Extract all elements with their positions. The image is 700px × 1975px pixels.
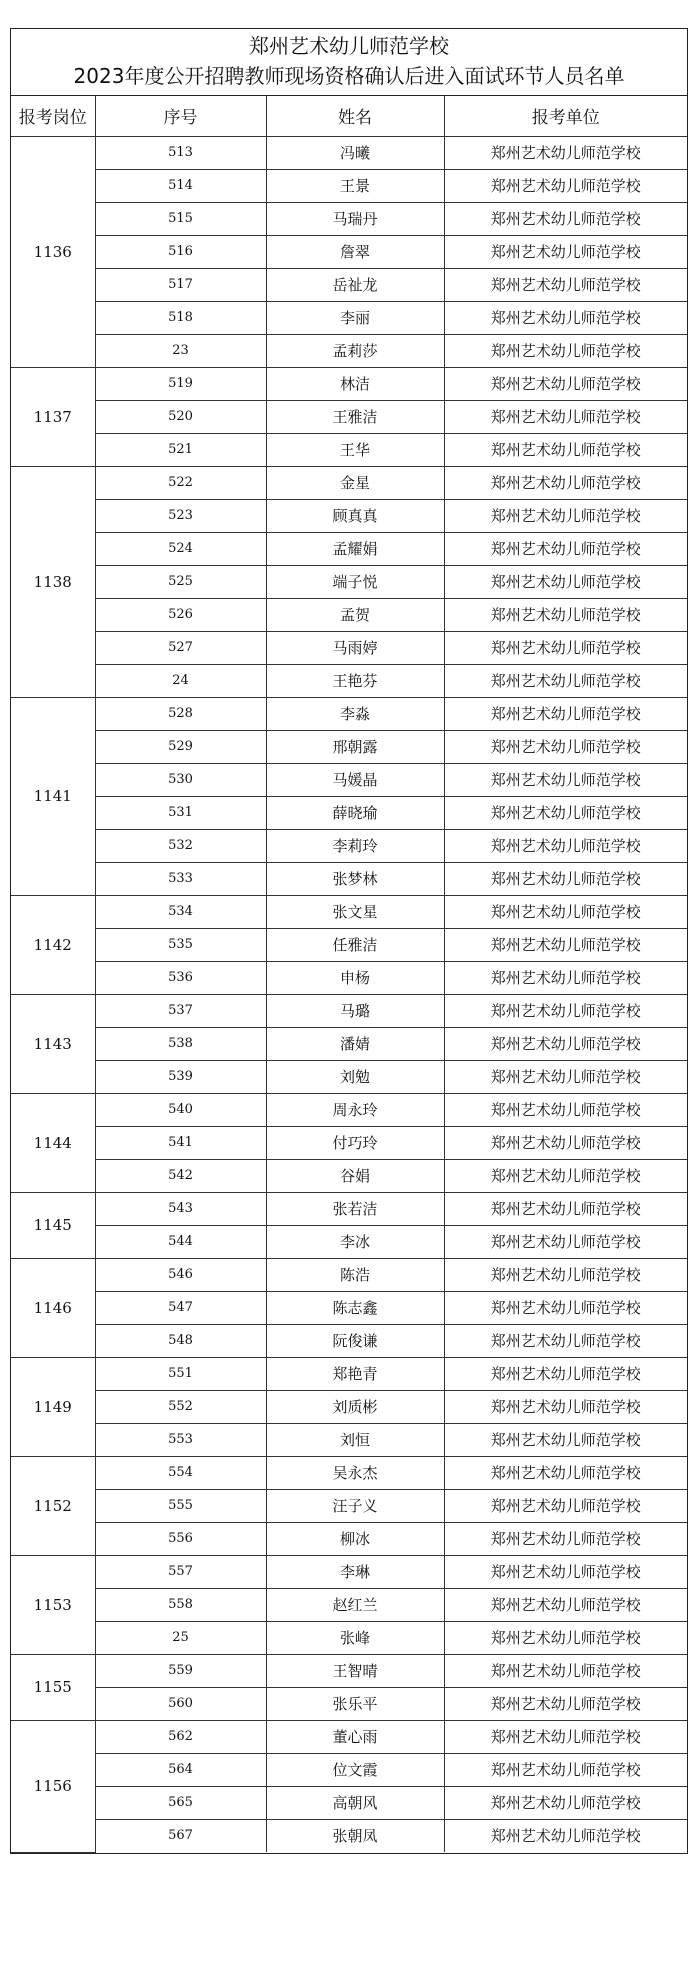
table-row	[11, 1291, 687, 1324]
number-cell: 524	[95, 532, 266, 565]
table-row	[11, 532, 687, 565]
unit-cell: 郑州艺术幼儿师范学校	[444, 1357, 687, 1390]
table-row	[11, 994, 687, 1027]
name-cell: 刘质彬	[266, 1390, 444, 1423]
table-row	[11, 1555, 687, 1588]
number-cell: 528	[95, 697, 266, 730]
number-cell: 513	[95, 136, 266, 169]
unit-cell: 郑州艺术幼儿师范学校	[444, 136, 687, 169]
table-row	[11, 1819, 687, 1852]
table-header-row	[11, 96, 687, 136]
position-cell: 1137	[11, 367, 95, 466]
title-heading: 2023年度公开招聘教师现场资格确认后进入面试环节人员名单	[73, 64, 625, 88]
number-cell: 547	[95, 1291, 266, 1324]
unit-cell: 郑州艺术幼儿师范学校	[444, 598, 687, 631]
table-row	[11, 499, 687, 532]
name-cell: 张乐平	[266, 1687, 444, 1720]
number-cell: 564	[95, 1753, 266, 1786]
name-cell: 孟莉莎	[266, 334, 444, 367]
table-row	[11, 1159, 687, 1192]
number-cell: 557	[95, 1555, 266, 1588]
name-cell: 王景	[266, 169, 444, 202]
unit-cell: 郑州艺术幼儿师范学校	[444, 1588, 687, 1621]
unit-cell: 郑州艺术幼儿师范学校	[444, 1786, 687, 1819]
unit-cell: 郑州艺术幼儿师范学校	[444, 664, 687, 697]
table-row	[11, 136, 687, 169]
unit-cell: 郑州艺术幼儿师范学校	[444, 400, 687, 433]
unit-cell: 郑州艺术幼儿师范学校	[444, 1456, 687, 1489]
header-unit: 报考单位	[444, 96, 687, 136]
number-cell: 551	[95, 1357, 266, 1390]
position-cell: 1156	[11, 1720, 95, 1852]
table-row	[11, 433, 687, 466]
number-cell: 516	[95, 235, 266, 268]
title-school: 郑州艺术幼儿师范学校	[249, 34, 449, 58]
table-row	[11, 1258, 687, 1291]
unit-cell: 郑州艺术幼儿师范学校	[444, 1654, 687, 1687]
table-row	[11, 928, 687, 961]
number-cell: 537	[95, 994, 266, 1027]
name-cell: 高朝风	[266, 1786, 444, 1819]
table-row	[11, 1225, 687, 1258]
number-cell: 546	[95, 1258, 266, 1291]
name-cell: 马媛晶	[266, 763, 444, 796]
number-cell: 536	[95, 961, 266, 994]
position-cell: 1146	[11, 1258, 95, 1357]
name-cell: 董心雨	[266, 1720, 444, 1753]
name-cell: 李莉玲	[266, 829, 444, 862]
name-cell: 马雨婷	[266, 631, 444, 664]
name-cell: 李琳	[266, 1555, 444, 1588]
number-cell: 23	[95, 334, 266, 367]
table-row	[11, 169, 687, 202]
name-cell: 张梦林	[266, 862, 444, 895]
unit-cell: 郑州艺术幼儿师范学校	[444, 565, 687, 598]
unit-cell: 郑州艺术幼儿师范学校	[444, 829, 687, 862]
unit-cell: 郑州艺术幼儿师范学校	[444, 334, 687, 367]
unit-cell: 郑州艺术幼儿师范学校	[444, 1621, 687, 1654]
number-cell: 562	[95, 1720, 266, 1753]
number-cell: 529	[95, 730, 266, 763]
unit-cell: 郑州艺术幼儿师范学校	[444, 1093, 687, 1126]
table-row	[11, 1489, 687, 1522]
name-cell: 李丽	[266, 301, 444, 334]
unit-cell: 郑州艺术幼儿师范学校	[444, 466, 687, 499]
number-cell: 521	[95, 433, 266, 466]
number-cell: 522	[95, 466, 266, 499]
unit-cell: 郑州艺术幼儿师范学校	[444, 433, 687, 466]
table-row	[11, 565, 687, 598]
number-cell: 555	[95, 1489, 266, 1522]
table-row	[11, 631, 687, 664]
unit-cell: 郑州艺术幼儿师范学校	[444, 1720, 687, 1753]
name-cell: 潘婧	[266, 1027, 444, 1060]
header-name: 姓名	[266, 96, 444, 136]
table-body	[11, 136, 687, 1852]
table-row	[11, 1588, 687, 1621]
name-cell: 王艳芬	[266, 664, 444, 697]
name-cell: 谷娟	[266, 1159, 444, 1192]
number-cell: 538	[95, 1027, 266, 1060]
name-cell: 周永玲	[266, 1093, 444, 1126]
unit-cell: 郑州艺术幼儿师范学校	[444, 1555, 687, 1588]
number-cell: 519	[95, 367, 266, 400]
name-cell: 阮俊谦	[266, 1324, 444, 1357]
name-cell: 岳祉龙	[266, 268, 444, 301]
table-row	[11, 961, 687, 994]
table-row	[11, 895, 687, 928]
unit-cell: 郑州艺术幼儿师范学校	[444, 1192, 687, 1225]
table-row	[11, 697, 687, 730]
unit-cell: 郑州艺术幼儿师范学校	[444, 1291, 687, 1324]
table-row	[11, 1324, 687, 1357]
name-cell: 孟贺	[266, 598, 444, 631]
name-cell: 詹翠	[266, 235, 444, 268]
unit-cell: 郑州艺术幼儿师范学校	[444, 268, 687, 301]
table-row	[11, 235, 687, 268]
unit-cell: 郑州艺术幼儿师范学校	[444, 1753, 687, 1786]
name-cell: 林洁	[266, 367, 444, 400]
number-cell: 515	[95, 202, 266, 235]
unit-cell: 郑州艺术幼儿师范学校	[444, 1027, 687, 1060]
number-cell: 520	[95, 400, 266, 433]
table-row	[11, 1621, 687, 1654]
name-cell: 端子悦	[266, 565, 444, 598]
name-cell: 孟耀娟	[266, 532, 444, 565]
table-row	[11, 1522, 687, 1555]
table-row	[11, 1390, 687, 1423]
number-cell: 526	[95, 598, 266, 631]
number-cell: 543	[95, 1192, 266, 1225]
name-cell: 张若洁	[266, 1192, 444, 1225]
unit-cell: 郑州艺术幼儿师范学校	[444, 961, 687, 994]
position-cell: 1144	[11, 1093, 95, 1192]
name-cell: 陈志鑫	[266, 1291, 444, 1324]
unit-cell: 郑州艺术幼儿师范学校	[444, 1390, 687, 1423]
table-row	[11, 763, 687, 796]
name-cell: 位文霞	[266, 1753, 444, 1786]
table-row	[11, 1357, 687, 1390]
number-cell: 542	[95, 1159, 266, 1192]
name-cell: 冯曦	[266, 136, 444, 169]
number-cell: 558	[95, 1588, 266, 1621]
table-row	[11, 1423, 687, 1456]
unit-cell: 郑州艺术幼儿师范学校	[444, 1522, 687, 1555]
unit-cell: 郑州艺术幼儿师范学校	[444, 796, 687, 829]
unit-cell: 郑州艺术幼儿师范学校	[444, 1423, 687, 1456]
number-cell: 565	[95, 1786, 266, 1819]
number-cell: 533	[95, 862, 266, 895]
position-cell: 1145	[11, 1192, 95, 1258]
unit-cell: 郑州艺术幼儿师范学校	[444, 730, 687, 763]
unit-cell: 郑州艺术幼儿师范学校	[444, 631, 687, 664]
unit-cell: 郑州艺术幼儿师范学校	[444, 1225, 687, 1258]
table-row	[11, 301, 687, 334]
number-cell: 527	[95, 631, 266, 664]
number-cell: 523	[95, 499, 266, 532]
table-row	[11, 1786, 687, 1819]
table-row	[11, 367, 687, 400]
table-row	[11, 268, 687, 301]
number-cell: 559	[95, 1654, 266, 1687]
unit-cell: 郑州艺术幼儿师范学校	[444, 1159, 687, 1192]
name-cell: 马璐	[266, 994, 444, 1027]
name-cell: 王智晴	[266, 1654, 444, 1687]
number-cell: 544	[95, 1225, 266, 1258]
name-cell: 汪子义	[266, 1489, 444, 1522]
name-cell: 柳冰	[266, 1522, 444, 1555]
table-row	[11, 1093, 687, 1126]
name-cell: 李冰	[266, 1225, 444, 1258]
unit-cell: 郑州艺术幼儿师范学校	[444, 1060, 687, 1093]
number-cell: 535	[95, 928, 266, 961]
position-cell: 1136	[11, 136, 95, 367]
unit-cell: 郑州艺术幼儿师范学校	[444, 1489, 687, 1522]
name-cell: 李淼	[266, 697, 444, 730]
position-cell: 1152	[11, 1456, 95, 1555]
document	[10, 28, 688, 1854]
name-cell: 王雅洁	[266, 400, 444, 433]
number-cell: 540	[95, 1093, 266, 1126]
table-row	[11, 466, 687, 499]
number-cell: 541	[95, 1126, 266, 1159]
name-cell: 申杨	[266, 961, 444, 994]
table-row	[11, 829, 687, 862]
unit-cell: 郑州艺术幼儿师范学校	[444, 697, 687, 730]
unit-cell: 郑州艺术幼儿师范学校	[444, 928, 687, 961]
name-cell: 刘勉	[266, 1060, 444, 1093]
name-cell: 金星	[266, 466, 444, 499]
name-cell: 顾真真	[266, 499, 444, 532]
number-cell: 518	[95, 301, 266, 334]
name-cell: 张峰	[266, 1621, 444, 1654]
unit-cell: 郑州艺术幼儿师范学校	[444, 1126, 687, 1159]
header-number: 序号	[95, 96, 266, 136]
number-cell: 539	[95, 1060, 266, 1093]
table-row	[11, 1060, 687, 1093]
unit-cell: 郑州艺术幼儿师范学校	[444, 202, 687, 235]
number-cell: 560	[95, 1687, 266, 1720]
number-cell: 554	[95, 1456, 266, 1489]
number-cell: 517	[95, 268, 266, 301]
name-cell: 吴永杰	[266, 1456, 444, 1489]
table-row	[11, 1720, 687, 1753]
name-cell: 郑艳青	[266, 1357, 444, 1390]
name-cell: 刘恒	[266, 1423, 444, 1456]
number-cell: 553	[95, 1423, 266, 1456]
unit-cell: 郑州艺术幼儿师范学校	[444, 1324, 687, 1357]
position-cell: 1149	[11, 1357, 95, 1456]
position-cell: 1153	[11, 1555, 95, 1654]
number-cell: 532	[95, 829, 266, 862]
position-cell: 1138	[11, 466, 95, 697]
table-row	[11, 1126, 687, 1159]
table-row	[11, 334, 687, 367]
number-cell: 556	[95, 1522, 266, 1555]
unit-cell: 郑州艺术幼儿师范学校	[444, 1687, 687, 1720]
table-row	[11, 730, 687, 763]
unit-cell: 郑州艺术幼儿师范学校	[444, 763, 687, 796]
table-row	[11, 202, 687, 235]
document-title	[11, 29, 687, 96]
position-cell: 1141	[11, 697, 95, 895]
unit-cell: 郑州艺术幼儿师范学校	[444, 367, 687, 400]
name-cell: 马瑞丹	[266, 202, 444, 235]
position-cell: 1143	[11, 994, 95, 1093]
table-row	[11, 1654, 687, 1687]
table-row	[11, 862, 687, 895]
table-row	[11, 1753, 687, 1786]
table-row	[11, 1456, 687, 1489]
unit-cell: 郑州艺术幼儿师范学校	[444, 1258, 687, 1291]
table-row	[11, 1192, 687, 1225]
number-cell: 525	[95, 565, 266, 598]
unit-cell: 郑州艺术幼儿师范学校	[444, 499, 687, 532]
number-cell: 24	[95, 664, 266, 697]
unit-cell: 郑州艺术幼儿师范学校	[444, 235, 687, 268]
number-cell: 530	[95, 763, 266, 796]
number-cell: 567	[95, 1819, 266, 1852]
number-cell: 552	[95, 1390, 266, 1423]
unit-cell: 郑州艺术幼儿师范学校	[444, 862, 687, 895]
name-cell: 赵红兰	[266, 1588, 444, 1621]
unit-cell: 郑州艺术幼儿师范学校	[444, 301, 687, 334]
table-row	[11, 400, 687, 433]
table-row	[11, 598, 687, 631]
name-cell: 王华	[266, 433, 444, 466]
header-position: 报考岗位	[11, 96, 95, 136]
number-cell: 548	[95, 1324, 266, 1357]
table-row	[11, 796, 687, 829]
name-cell: 邢朝露	[266, 730, 444, 763]
name-cell: 张朝凤	[266, 1819, 444, 1852]
table-row	[11, 1027, 687, 1060]
position-cell: 1155	[11, 1654, 95, 1720]
name-cell: 薛晓瑜	[266, 796, 444, 829]
number-cell: 534	[95, 895, 266, 928]
candidate-table	[11, 96, 687, 1853]
unit-cell: 郑州艺术幼儿师范学校	[444, 895, 687, 928]
unit-cell: 郑州艺术幼儿师范学校	[444, 994, 687, 1027]
name-cell: 任雅洁	[266, 928, 444, 961]
number-cell: 531	[95, 796, 266, 829]
table-row	[11, 1687, 687, 1720]
number-cell: 514	[95, 169, 266, 202]
table-row	[11, 664, 687, 697]
name-cell: 付巧玲	[266, 1126, 444, 1159]
unit-cell: 郑州艺术幼儿师范学校	[444, 1819, 687, 1852]
unit-cell: 郑州艺术幼儿师范学校	[444, 169, 687, 202]
unit-cell: 郑州艺术幼儿师范学校	[444, 532, 687, 565]
name-cell: 陈浩	[266, 1258, 444, 1291]
name-cell: 张文星	[266, 895, 444, 928]
number-cell: 25	[95, 1621, 266, 1654]
position-cell: 1142	[11, 895, 95, 994]
